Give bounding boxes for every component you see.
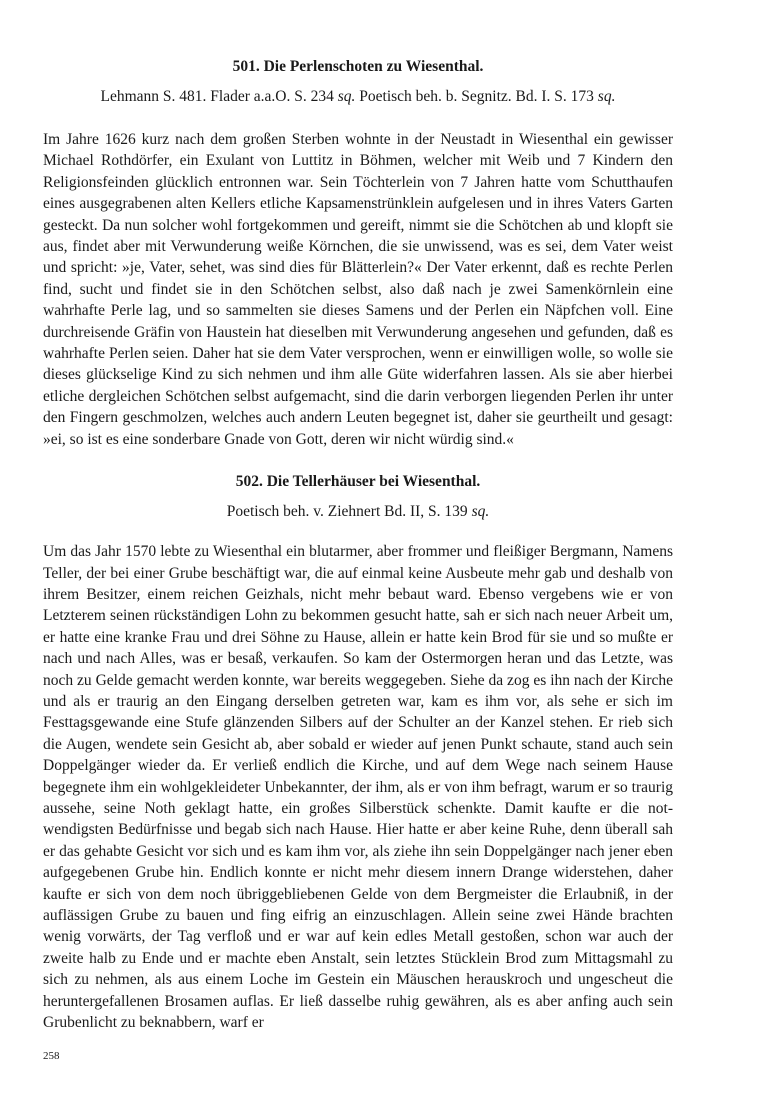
page-content [43,56,673,1033]
source-note [43,501,673,523]
body-paragraph: Um das Jahr 1570 lebte zu Wiesenthal ein blutarmer, aber frommer und fleißiger Bergmann, Namens Teller, der bei einer Grube beschäftigt war, die auf einmal keine Ausbeute mehr gab und deshalb von ihrem Besitzer, einem reichen Geizhals, nicht mehr bebaut ward. Ebenso vergebens wie er von Letzterem seinen rückständigen Lohn zu bekommen gesucht hatte, sah er sich nach neuer Arbeit um, er hatte eine kranke Frau und drei Söhne zu Hause, allein er hatte kein Brod für sie und so mußte er nach und nach Alles, was er besaß, verkaufen. So kam der Ostermorgen heran und das Letzte, was noch zu Gelde gemacht werden konnte, war bereits weggegeben. Siehe da zog es ihn nach der Kirche und als er traurig an den Eingang derselben getreten war, kam es ihm vor, als sehe er sich im Festtagsgewande eine Stufe glänzenden Silbers auf der Schulter an der Kanzel stehen. Er rieb sich die Augen, wendete sein Gesicht ab, aber sobald er wieder auf jenen Punkt schaute, stand auch sein Doppelgänger wieder da. Er verließ endlich die Kirche, und auf dem Wege nach seinem Hause begegnete ihm ein wohlgekleideter Unbekannter, der ihm, als er von ihm befragt, warum er so traurig aussehe, seine Noth geklagt hatte, ein großes Silberstück schenkte. Damit kaufte er die notwendigsten Bedürfnisse und begab sich nach Hause. Hier hatte er aber keine Ruhe, denn überall sah er das gehabte Gesicht vor sich und es kam ihm vor, als ziehe ihn sein Doppelgänger nach jener eben aufgegebenen Grube hin. Endlich konnte er nicht mehr diesem innern Drange widerstehen, daher kaufte er sich von dem noch übriggebliebenen Gelde von dem Bergmeister die Erlaubniß, in der auflässigen Grube zu bauen und fing eifrig an einzuschlagen. Allein seine zwei Hände brachten wenig vorwärts, der Tag verfloß und er war auf kein edles Metall gestoßen, schon war auch der zweite halb zu Ende und er machte eben Anstalt, sein letztes Stücklein Brod zum Mittagsmahl zu sich zu nehmen, als aus einem Loche im Gestein ein Mäuschen herauskroch und ungescheut die heruntergefallenen Brosamen auflas. Er ließ dasselbe ruhig gewähren, als es aber anfing auch sein Grubenlicht zu beknabbern, warf er [43,543,673,1032]
source-italic: sq. [471,503,490,521]
page-number: 258 [43,1050,60,1062]
section-501 [43,56,673,450]
source-italic: sq. [337,88,356,105]
section-502 [43,471,673,1033]
source-note [43,86,673,108]
section-heading: 501. Die Perlenschoten zu Wiesenthal. [232,58,484,75]
source-text: Lehmann S. 481. Flader a.a.O. S. 234 [100,88,338,105]
source-text: Poetisch beh. v. Ziehnert Bd. II, S. 139 [226,503,472,521]
source-text: Poetisch beh. b. Segnitz. Bd. I. S. 173 [355,88,598,105]
section-heading: 502. Die Tellerhäuser bei Wiesenthal. [235,473,481,491]
source-italic: sq. [597,88,616,105]
body-paragraph: Im Jahre 1626 kurz nach dem großen Sterben wohnte in der Neustadt in Wiesenthal ein gewisser Michael Rothdörfer, ein Exulant von Luttitz in Böhmen, welcher mit Weib und 7 Kindern den Religionsfeinden glücklich entronnen war. Sein Töchterlein von 7 Jahren hatte vom Schutthaufen eines ausgegrabenen alten Kellers etliche Kapsamenstrünklein aufgelesen und in ihres Vaters Garten gesteckt. Da nun solcher wohl fortgekommen und gereift, nimmt sie die Schötchen ab und klopft sie aus, findet aber mit Verwunderung weiße Körnchen, die sie unwissend, was es sei, dem Vater weist und spricht: »je, Vater, sehet, was sind dies für Blätterlein?« Der Vater erkennt, daß es rechte Perlen find, sucht und findet sie in den Schötchen selbst, also daß nach je zwei Samenkörnlein eine wahrhafte Perle lag, und so sammelten sie dieses Samens und der Perlen ein Näpfchen voll. Eine durchreisende Gräfin von Haustein hat dieselben mit Verwunderung angesehen und gefunden, daß es wahrhafte Perlen seien. Daher hat sie dem Vater versprochen, wenn er einwilligen wolle, so wolle sie dieses glückselige Kind zu sich nehmen und ihm alle Güte widerfahren lassen. Als sie aber hierbei etliche dergleichen Schötchen selbst aufgemacht, sind die darin verborgen liegenden Perlen ihr unter den Fingern geschmolzen, welches auch andern Leuten begegnet ist, daher sie geurtheilt und gesagt: »ei, so ist es eine sonderbare Gnade von Gott, deren wir nicht würdig sind.« [43,131,673,448]
